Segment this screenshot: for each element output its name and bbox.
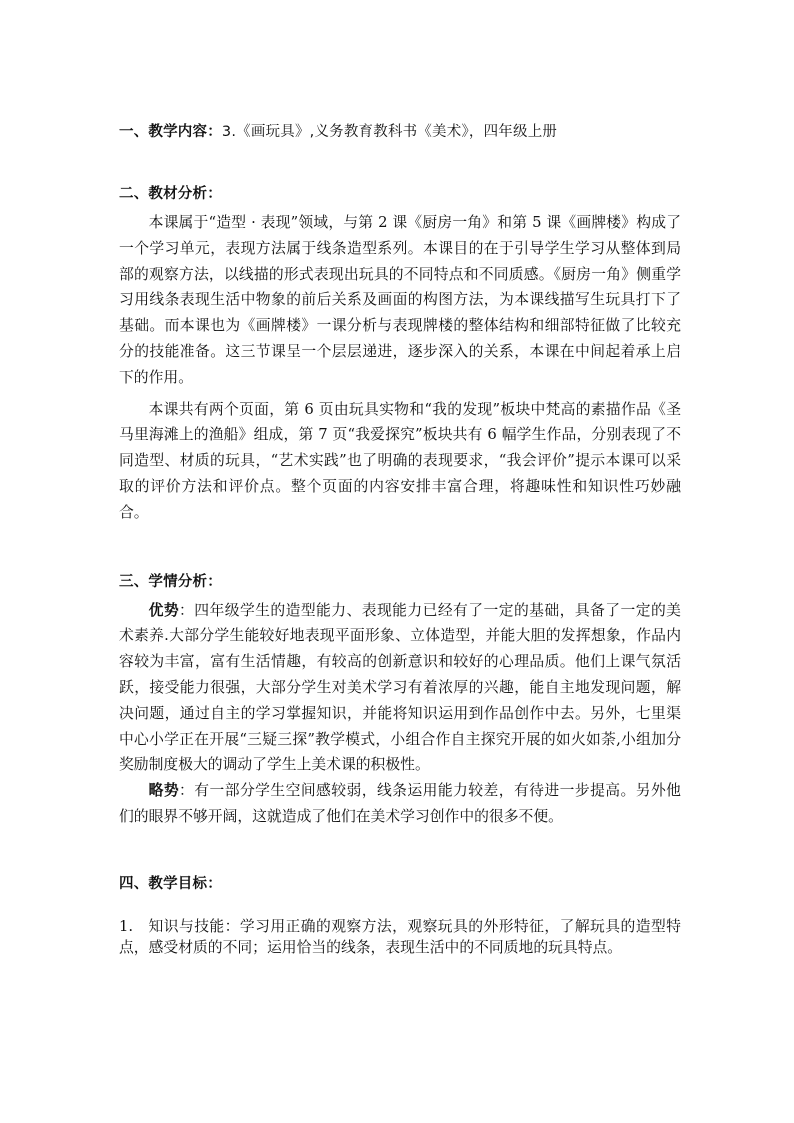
- material-analysis-paragraph-2: 本课共有两个页面，第 6 页由玩具实物和“我的发现”板块中梵高的素描作品《圣马里海滩上的渔船》组成，第 7 页“我爱探究”板块共有 6 幅学生作品，分别表现了不同造型、材质的玩具，“艺术实践”也了明确的表现要求，“我会评价”提示本课可以采取的评价方法和评价点。整个页面的内容安排丰富合理，将趣味性和知识性巧妙融合。: [119, 400, 681, 521]
- advantage-paragraph: [119, 598, 681, 779]
- section-material-analysis: [119, 184, 681, 526]
- goal-item-1-number: 1.: [119, 917, 134, 935]
- goal-item-1: [119, 916, 681, 958]
- teaching-content-heading: 一、教学内容：: [119, 124, 222, 140]
- advantage-text: ：四年级学生的造型能力、表现能力已经有了一定的基础，具备了一定的美术素养.大部分学生能较好地表现平面形象、立体造型，并能大胆的发挥想象，作品内容较为丰富，富有生活情趣，有较高的创新意识和较好的心理品质。他们上课气氛活跃，接受能力很强，大部分学生对美术学习有着浓厚的兴趣，能自主地发现问题，解决问题，通过自主的学习掌握知识，并能将知识运用到作品创作中去。另外，七里渠中心小学正在开展“三疑三探”教学模式，小组合作自主探究开展的如火如荼,小组加分奖励制度极大的调动了学生上美术课的积极性。: [119, 601, 681, 774]
- weakness-text: ：有一部分学生空间感较弱，线条运用能力较差，有待进一步提高。另外他们的眼界不够开阔，这就造成了他们在美术学习创作中的很多不便。: [119, 782, 681, 825]
- weakness-label: 略势: [148, 782, 180, 800]
- teaching-goals-heading: 四、教学目标：: [119, 875, 222, 892]
- material-analysis-paragraph-1: 本课属于“造型 · 表现”领域，与第 2 课《厨房一角》和第 5 课《画牌楼》构成了一个学习单元，表现方法属于线条造型系列。本课目的在于引导学生学习从整体到局部的观察方法，以线描的形式表现出玩具的不同特点和不同质感。《厨房一角》侧重学习用线条表现生活中物象的前后关系及画面的构图方法，为本课线描写生玩具打下了基础。而本课也为《画牌楼》一课分析与表现牌楼的整体结构和细部特征做了比较充分的技能准备。这三节课呈一个层层递进，逐步深入的关系，本课在中间起着承上启下的作用。: [119, 214, 681, 386]
- advantage-label: 优势: [148, 601, 180, 619]
- goal-item-1-text: 知识与技能：学习用正确的观察方法，观察玩具的外形特征，了解玩具的造型特点，感受材质的不同；运用恰当的线条，表现生活中的不同质地的玩具特点。: [119, 917, 681, 956]
- section-teaching-goals: [119, 874, 681, 958]
- section-student-analysis: [119, 572, 681, 830]
- document-body: [119, 122, 681, 958]
- section-teaching-content: [119, 122, 681, 142]
- teaching-content-line: [119, 122, 681, 142]
- material-analysis-heading: 二、教材分析：: [119, 186, 222, 202]
- teaching-content-text: 3.《画玩具》,义务教育教科书《美术》，四年级上册: [221, 124, 558, 140]
- student-analysis-heading: 三、学情分析：: [119, 573, 222, 590]
- weakness-paragraph: [119, 778, 681, 830]
